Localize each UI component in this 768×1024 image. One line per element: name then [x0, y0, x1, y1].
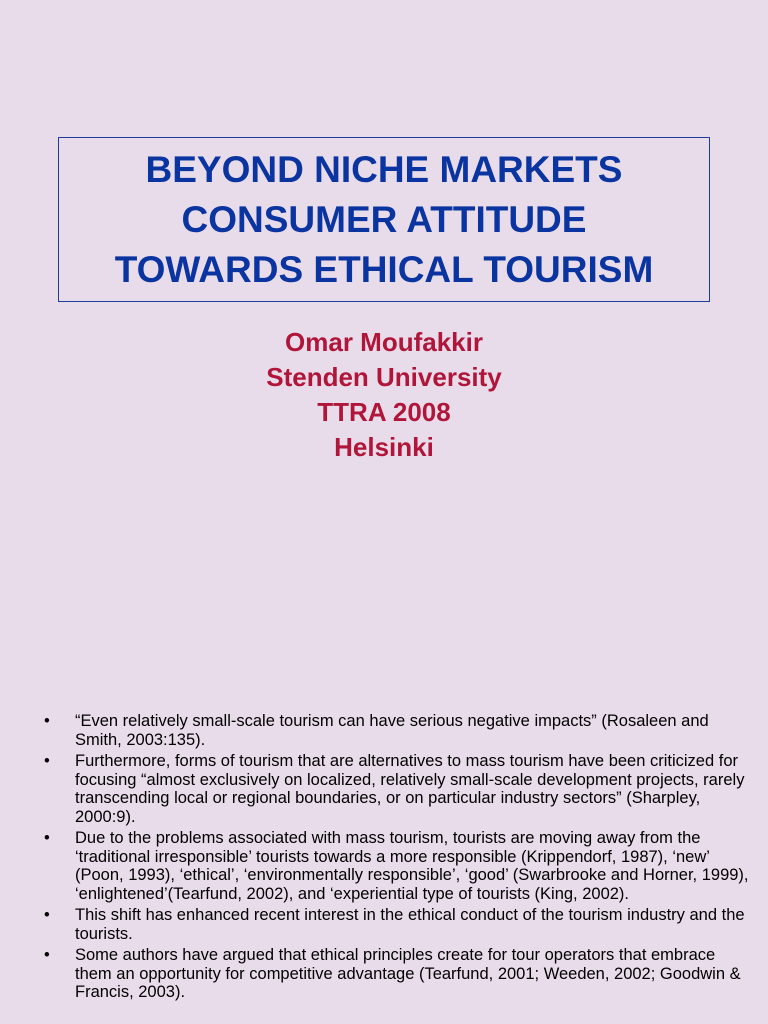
title-line-2: CONSUMER ATTITUDE: [181, 198, 587, 240]
conference: TTRA 2008: [317, 397, 451, 427]
author-affiliation: Stenden University: [266, 362, 502, 392]
bullet-item-1: [44, 712, 754, 749]
bullet-marker: •: [44, 829, 50, 847]
location: Helsinki: [334, 432, 434, 462]
bullet-item-2: [44, 752, 754, 826]
bullet-text: Furthermore, forms of tourism that are alternatives to mass tourism have been criticized for focusing “almost exclusively on localized, relatively small-scale development projects, rarely transcending local or regional boundaries, or on particular industry sectors” (Sharpley, 2000:9).: [75, 752, 745, 826]
author-block: [0, 325, 768, 465]
bullet-item-5: [44, 946, 754, 1002]
author-name: Omar Moufakkir: [285, 327, 483, 357]
bullet-marker: •: [44, 946, 50, 964]
title-line-3: TOWARDS ETHICAL TOURISM: [114, 248, 654, 290]
bullet-item-3: [44, 829, 754, 903]
bullet-item-4: [44, 906, 754, 943]
bullet-marker: •: [44, 752, 50, 770]
bullet-list: [44, 712, 754, 1005]
title-box: [58, 137, 710, 302]
bullet-text: “Even relatively small-scale tourism can have serious negative impacts” (Rosaleen and Smith, 2003:135).: [75, 712, 709, 749]
bullet-marker: •: [44, 906, 50, 924]
bullet-text: This shift has enhanced recent interest in the ethical conduct of the tourism industry and the tourists.: [75, 906, 745, 943]
bullet-text: Due to the problems associated with mass tourism, tourists are moving away from the ‘traditional irresponsible’ tourists towards a more responsible (Krippendorf, 1987), ‘new’ (Poon, 1993), ‘ethical’, ‘environmentally responsible’, ‘good’ (Swarbrooke and Horner, 1999), ‘enlightened’(Tearfund, 2002), and ‘experiential type of tourists (King, 2002).: [75, 829, 749, 903]
title-line-1: BEYOND NICHE MARKETS: [145, 148, 623, 190]
bullet-marker: •: [44, 712, 50, 730]
bullet-text: Some authors have argued that ethical principles create for tour operators that embrace them an opportunity for competitive advantage (Tearfund, 2001; Weeden, 2002; Goodwin & Francis, 2003).: [75, 946, 741, 1001]
